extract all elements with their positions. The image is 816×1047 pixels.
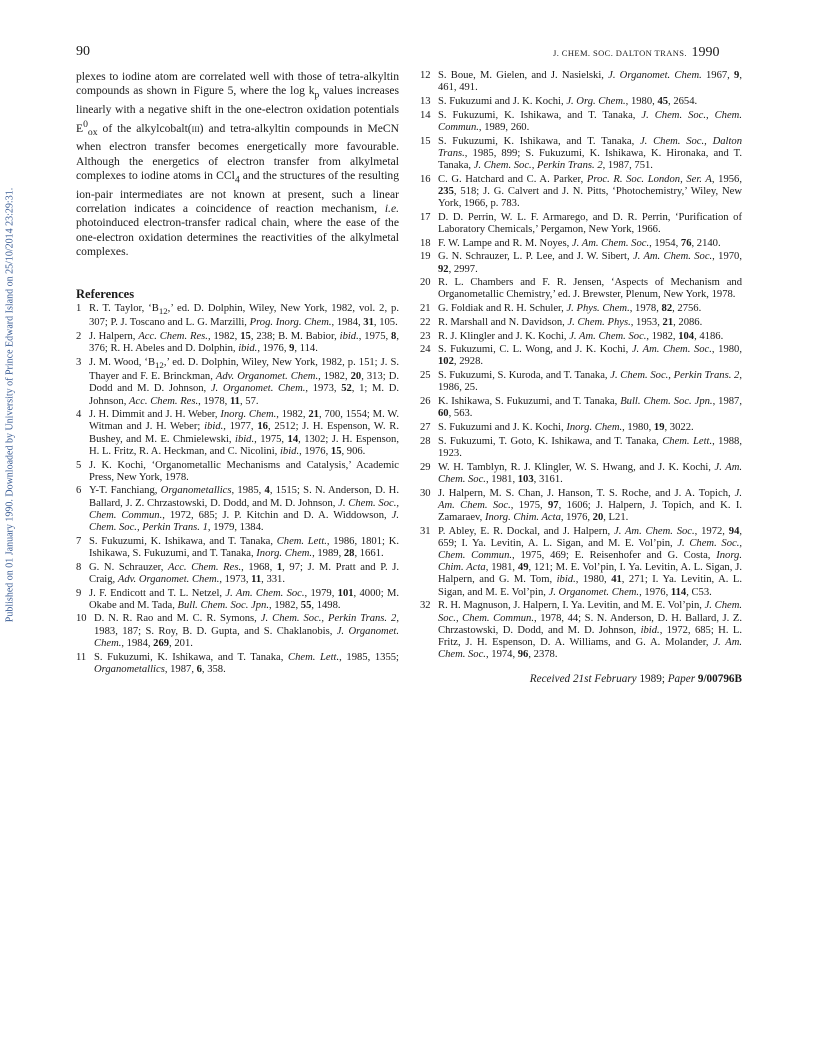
reference-item [420,251,742,275]
paper-number: 9/00796B [697,673,742,686]
reference-item [420,96,742,108]
reference-item [76,562,399,586]
reference-text: G. N. Schrauzer, L. P. Lee, and J. W. Sibert, J. Am. Chem. Soc., 1970, 92, 2997. [438,251,742,275]
reference-number: 31 [420,525,431,537]
reference-number: 6 [76,485,82,497]
reference-text: S. Fukuzumi, K. Ishikawa, and T. Tanaka, J. Chem. Soc., Chem. Commun., 1989, 260. [438,109,742,133]
reference-text: S. Boue, M. Gielen, and J. Nasielski, J. Organomet. Chem. 1967, 9, 461, 491. [438,70,742,94]
reference-item [420,238,742,250]
reference-number: 7 [76,535,82,547]
reference-item [76,303,399,330]
paper-label: Paper [667,673,696,686]
reference-text: F. W. Lampe and R. M. Noyes, J. Am. Chem. Soc., 1954, 76, 2140. [438,237,721,249]
reference-number: 11 [76,651,87,663]
reference-item [76,357,399,408]
reference-number: 10 [76,613,87,625]
reference-number: 13 [420,95,431,107]
reference-item [420,331,742,343]
reference-text: J. F. Endicott and T. L. Netzel, J. Am. Chem. Soc., 1979, 101, 4000; M. Okabe and M. Tada, Bull. Chem. Soc. Jpn., 1982, 55, 1498. [89,587,400,611]
received-date: 21st February [572,673,637,686]
reference-item [420,110,742,134]
reference-item [420,526,742,599]
received-label: Received [529,673,571,686]
reference-item [420,396,742,420]
reference-number: 20 [420,277,431,289]
references-heading: References [76,286,135,301]
reference-text: W. H. Tamblyn, R. J. Klingler, W. S. Hwang, and J. K. Kochi, J. Am. Chem. Soc., 1981, 103, 3161. [438,461,742,485]
reference-number: 5 [76,459,82,471]
reference-text: G. N. Schrauzer, Acc. Chem. Res., 1968, 1, 97; J. M. Pratt and P. J. Craig, Adv. Organomet. Chem., 1973, 11, 331. [89,561,399,585]
reference-text: R. L. Chambers and F. R. Jensen, ‘Aspects of Mechanism and Organometallic Chemistry,’ ed. J. Brewster, Plenum, New York, 1978. [438,277,742,301]
reference-number: 23 [420,330,431,342]
reference-text: R. H. Magnuson, J. Halpern, I. Ya. Levitin, and M. E. Vol’pin, J. Chem. Soc., Chem. Commun., 1978, 44; S. N. Anderson, D. H. Ballard, J. Z. Chrzastowski, D. Dodd, and M. D. Johnson, ibid., 1972, 685; H. L. Fritz, J. H. Espenson, D. A. Williams, and G. A. Molander, J. Am. Chem. Soc., 1974, 96, 2378. [438,600,743,661]
reference-text: C. G. Hatchard and C. A. Parker, Proc. R. Soc. London, Ser. A, 1956, 235, 518; J. G. Calvert and J. N. Pitts, ‘Photochemistry,’ Wiley, New York, 1966, p. 783. [438,173,742,210]
reference-text: R. T. Taylor, ‘$B_{12}$,’ ed. D. Dolphin, Wiley, New York, 1982, vol. 2, p. 307; P. J. Toscano and L. G. Marzilli, Prog. Inorg. Chem., 1984, 31, 105. [89,302,399,329]
reference-item [76,613,399,650]
reference-item [420,303,742,315]
reference-number: 15 [420,135,431,147]
reference-item [420,317,742,329]
reference-text: S. Fukuzumi and J. K. Kochi, Inorg. Chem., 1980, 19, 3022. [438,421,694,433]
reference-text: J. H. Dimmit and J. H. Weber, Inorg. Chem., 1982, 21, 700, 1554; M. W. Witman and J. H. Weber; ibid., 1977, 16, 2512; J. H. Espenson, W. R. Bushey, and M. E. Chmielewski, ibid., 1975, 14, 1302; J. H. Espenson, H. L. Fritz, R. A. Heckman, and C. Nicolini, ibid., 1976, 15, 906. [89,409,399,457]
reference-item [76,652,399,676]
reference-text: G. Foldiak and R. H. Schuler, J. Phys. Chem., 1978, 82, 2756. [438,303,702,315]
left-column [76,70,399,677]
reference-number: 4 [76,409,82,421]
reference-number: 28 [420,435,431,447]
reference-item [420,344,742,368]
references-list-left [76,303,399,676]
journal-year: 1990 [691,45,720,60]
reference-number: 19 [420,251,431,263]
reference-item [420,277,742,301]
reference-item [420,422,742,434]
reference-text: S. Fukuzumi, S. Kuroda, and T. Tanaka, J. Chem. Soc., Perkin Trans. 2, 1986, 25. [438,370,742,394]
reference-text: J. Halpern, Acc. Chem. Res., 1982, 15, 238; B. M. Babior, ibid., 1975, 8, 376; R. H. Abeles and D. Dolphin, ibid., 1976, 9, 114. [89,330,399,355]
reference-number: 22 [420,316,431,328]
reference-item [420,370,742,394]
reference-number: 21 [420,303,431,315]
reference-text: Y-T. Fanchiang, Organometallics, 1985, 4, 1515; S. N. Anderson, D. H. Ballard, J. Z. Chrzastowski, D. Dodd, and M. D. Johnson, J. Chem. Soc., Chem. Commun., 1972, 685; J. P. Kitchin and D. A. Widdowson, J. Chem. Soc., Perkin Trans. 1, 1979, 1384. [89,485,399,534]
reference-text: D. N. R. Rao and M. C. R. Symons, J. Chem. Soc., Perkin Trans. 2, 1983, 187; S. Roy, B. D. Gupta, and S. Chaklanobis, J. Organomet. Chem., 1984, 269, 201. [94,613,399,649]
reference-number: 32 [420,600,431,612]
reference-number: 1 [76,302,82,314]
reference-text: S. Fukuzumi, K. Ishikawa, and T. Tanaka, Chem. Lett., 1985, 1355; Organometallics, 1987, 6, 358. [94,651,399,675]
reference-number: 17 [420,211,431,223]
reference-item [420,600,742,661]
reference-text: J. Halpern, M. S. Chan, J. Hanson, T. S. Roche, and J. A. Topich, J. Am. Chem. Soc., 1975, 97, 1606; J. Halpern, J. Topich, and K. I. Zamaraev, Inorg. Chim. Acta, 1976, 20, L21. [438,487,743,523]
reference-number: 3 [76,356,82,368]
page-number: 90 [76,44,90,59]
received-line [420,673,742,685]
reference-number: 29 [420,461,431,473]
reference-number: 8 [76,561,82,573]
reference-item [76,460,399,484]
download-notice-sidebar[interactable] [2,170,18,640]
reference-text: S. Fukuzumi, T. Goto, K. Ishikawa, and T. Tanaka, Chem. Lett., 1988, 1923. [438,435,742,459]
reference-text: D. D. Perrin, W. L. F. Armarego, and D. R. Perrin, ‘Purification of Laboratory Chemicals,’ Pergamon, New York, 1966. [438,211,742,235]
reference-item [76,536,399,560]
reference-number: 14 [420,109,431,121]
reference-number: 25 [420,370,431,382]
reference-text: S. Fukuzumi and J. K. Kochi, J. Org. Chem., 1980, 45, 2654. [438,95,698,107]
received-year: 1989; [639,673,665,686]
reference-number: 18 [420,237,431,249]
reference-text: J. M. Wood, ‘$B_{12}$,’ ed. D. Dolphin, Wiley, New York, 1982, p. 151; J. S. Thayer and F. E. Brinckman, Adv. Organomet. Chem., 1982, 20, 313; D. Dodd and M. D. Johnson, J. Organomet. Chem., 1973, 52, 1; M. D. Johnson, Acc. Chem. Res., 1978, 11, 57. [89,356,400,407]
reference-text: S. Fukuzumi, K. Ishikawa, and T. Tanaka, J. Chem. Soc., Dalton Trans., 1985, 899; S. Fukuzumi, K. Ishikawa, K. Hironaka, and T. Tanaka, J. Chem. Soc., Perkin Trans. 2, 1987, 751. [438,135,742,171]
journal-header [553,45,719,61]
reference-item [420,212,742,236]
reference-text: R. Marshall and N. Davidson, J. Chem. Phys., 1953, 21, 2086. [438,316,703,328]
reference-text: P. Abley, E. R. Dockal, and J. Halpern, J. Am. Chem. Soc., 1972, 94, 659; I. Ya. Levitin, A. L. Sigan, and M. E. Vol’pin, J. Chem. Soc., Chem. Commun., 1975, 469; E. Reisenhofer and G. Costa, Inorg. Chim. Acta, 1981, 49, 121; M. E. Vol’pin, I. Ya. Levitin, A. L. Sigan, J. Halpern, and G. M. Tom, ibid., 1980, 41, 271; I. Ya. Levitin, A. L. Sigan, and M. E. Vol’pin, J. Organomet. Chem., 1976, 114, C53. [438,525,743,598]
reference-text: R. J. Klingler and J. K. Kochi, J. Am. Chem. Soc., 1982, 104, 4186. [438,330,724,342]
reference-item [76,588,399,612]
reference-item [76,485,399,534]
reference-item [420,462,742,486]
reference-text: S. Fukuzumi, C. L. Wong, and J. K. Kochi, J. Am. Chem. Soc., 1980, 102, 2928. [438,344,742,368]
references-list-right [420,70,742,661]
reference-number: 12 [420,70,431,81]
reference-text: K. Ishikawa, S. Fukuzumi, and T. Tanaka, Bull. Chem. Soc. Jpn., 1987, 60, 563. [438,396,742,420]
reference-number: 2 [76,330,82,342]
body-paragraph: plexes to iodine atom are correlated well with those of tetra-alkyltin compounds as shown in Figure 5, where the $\log k_p$ values increases linearly with a negative shift in the one-electron oxidation potentials $E^0_{ox}$ of the alkylcobalt(iii) and tetra-alkyltin compounds in MeCN when electron transfer becomes energetically more favourable. Although the energetics of electron transfer from alkylmetal complexes to iodine atoms in CCl$_4$ and the structures of the resulting ion-pair intermediates are not known at present, such a linear correlation indicates a coincidence of reaction mechanism, i.e. photoinduced electron-transfer radical chain, where the ease of the one-electron oxidation determines the reactivities of the alkylmetal complexes. [76,70,400,259]
reference-number: 30 [420,487,431,499]
reference-item [76,409,399,458]
reference-item [420,174,742,211]
reference-number: 24 [420,344,431,356]
reference-item [420,136,742,173]
reference-item [420,70,742,94]
reference-text: J. K. Kochi, ‘Organometallic Mechanisms and Catalysis,’ Academic Press, New York, 1978. [89,459,399,483]
reference-item [420,436,742,460]
reference-item [420,488,742,525]
reference-number: 16 [420,173,431,185]
reference-text: S. Fukuzumi, K. Ishikawa, and T. Tanaka, Chem. Lett., 1986, 1801; K. Ishikawa, S. Fukuzumi, and T. Tanaka, Inorg. Chem., 1989, 28, 1661. [89,535,399,559]
journal-name: J. CHEM. SOC. DALTON TRANS. [553,48,687,58]
reference-number: 9 [76,587,82,599]
download-notice-text[interactable]: Published on 01 January 1990. Downloaded by University of Prince Edward Island on 25/10/2014 23:29:31. [4,187,16,623]
reference-number: 27 [420,421,431,433]
right-column [420,70,742,686]
reference-item [76,331,399,355]
reference-number: 26 [420,396,431,408]
